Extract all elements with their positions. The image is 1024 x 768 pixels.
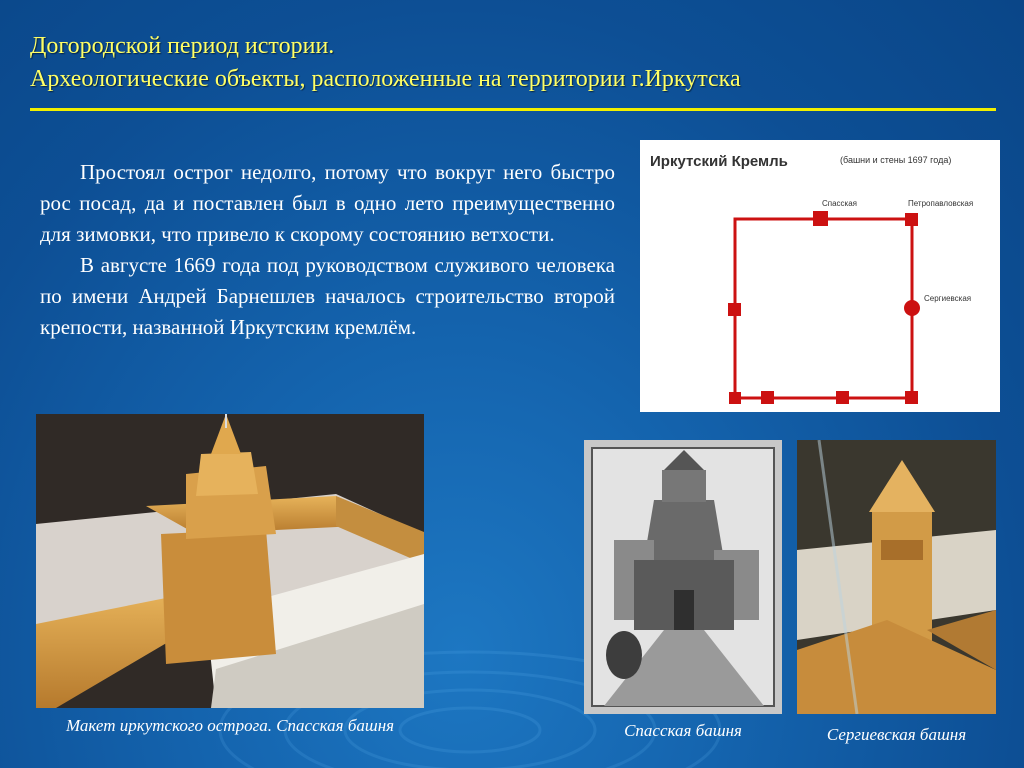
caption-spasskaya-tower: Спасская башня bbox=[624, 721, 742, 740]
tower-southeast bbox=[905, 391, 918, 404]
kremlin-wall bbox=[735, 219, 912, 398]
body-text bbox=[40, 157, 615, 343]
photo-sergievskaya-model bbox=[797, 440, 996, 714]
label-petropavlovskaya: Петропавловская bbox=[908, 199, 974, 208]
tower-southwest bbox=[729, 392, 741, 404]
tower-spasskaya bbox=[813, 211, 828, 226]
kremlin-map-title: Иркутский Кремль bbox=[650, 153, 788, 170]
tower-petropavlovskaya bbox=[905, 213, 918, 226]
tower-south-2 bbox=[836, 391, 849, 404]
photo-spasskaya-engraving bbox=[584, 440, 782, 714]
photo-ostrog-model bbox=[36, 414, 424, 708]
slide-title-line-1: Догородской период истории. bbox=[30, 33, 335, 59]
tower-west bbox=[728, 303, 741, 316]
body-paragraph-2: В августе 1669 года под руководством служивого человека по имени Андрей Барнешлев началось строительство второй крепости, названной Иркутским кремлём. bbox=[40, 253, 615, 339]
caption-sergievskaya-tower: Сергиевская башня bbox=[826, 725, 967, 744]
caption-model: Макет иркутского острога. Спасская башня bbox=[65, 716, 395, 735]
label-sergievskaya: Сергиевская bbox=[924, 294, 972, 303]
slide-title-line-2: Археологические объекты, расположенные на территории г.Иркутска bbox=[30, 66, 741, 92]
tower-sergievskaya bbox=[904, 300, 920, 316]
body-paragraph-1: Простоял острог недолго, потому что вокруг него быстро рос посад, да и поставлен был в одно лето преимущественно для зимовки, что привело к скорому состоянию ветхости. bbox=[40, 160, 615, 246]
label-spasskaya: Спасская bbox=[822, 199, 858, 208]
kremlin-map-subtitle: (башни и стены 1697 года) bbox=[840, 155, 952, 165]
title-divider bbox=[30, 108, 996, 111]
kremlin-map bbox=[640, 140, 1000, 412]
tower-south-1 bbox=[761, 391, 774, 404]
